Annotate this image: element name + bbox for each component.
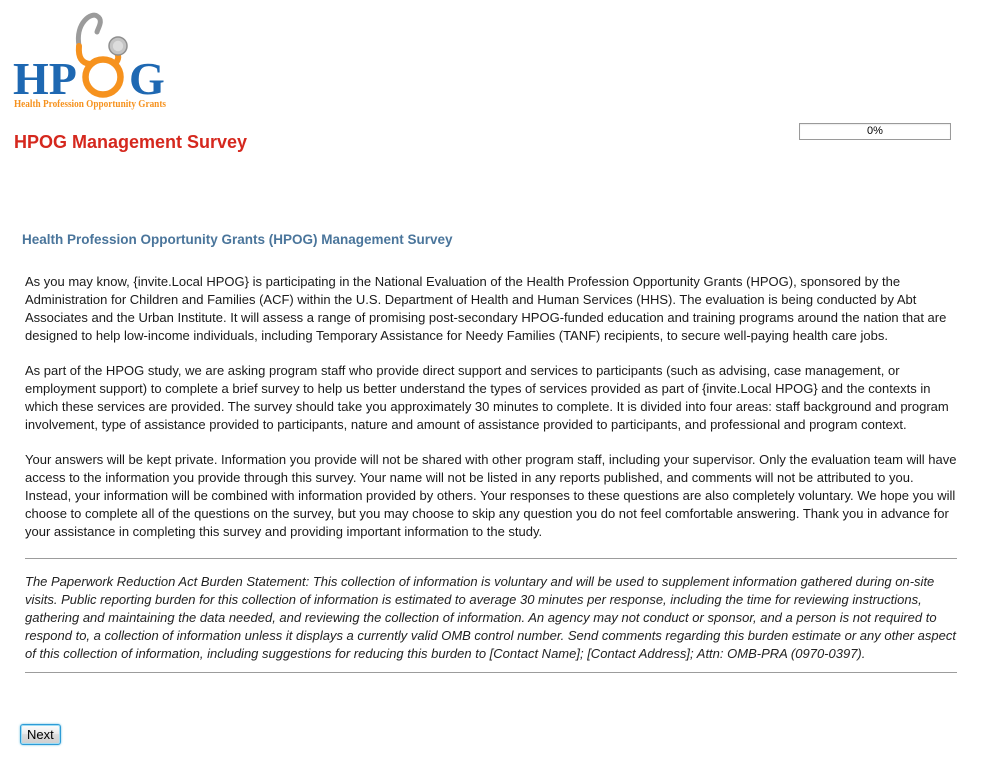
logo-text-g: G — [129, 53, 165, 104]
burden-statement: The Paperwork Reduction Act Burden Statement: This collection of information is voluntary and will be used to supplement information gathered during on-site visits. Public reporting burden for this collection of information is estimated to average 30 minutes per response, including the time for reviewing instructions, gathering and maintaining the data needed, and reviewing the collection of information. An agency may not conduct or sponsor, and a person is not required to respond to, a collection of information unless it displays a currently valid OMB control number. Send comments regarding this burden estimate or any other aspect of this collection of information, including suggestions for reducing this burden to [Contact Name]; [Contact Address]; Attn: OMB-PRA (0970-0397). — [25, 574, 956, 661]
page-title: HPOG Management Survey — [14, 132, 248, 152]
progress-label: 0% — [867, 125, 883, 137]
survey-content — [22, 232, 957, 673]
survey-heading: Health Profession Opportunity Grants (HPOG) Management Survey — [22, 232, 453, 247]
next-button[interactable]: Next — [20, 724, 61, 745]
hpog-logo — [12, 6, 187, 110]
intro-paragraph-1: As you may know, {invite.Local HPOG} is participating in the National Evaluation of the Health Profession Opportunity Grants (HPOG), sponsored by the Administration for Children and Families (ACF) within the U.S. Department of Health and Human Services (HHS). The evaluation is being conducted by Abt Associates and the Urban Institute. It will assess a range of promising post-secondary HPOG-funded education and training programs around the nation that are designed to help low-income individuals, including Temporary Assistance for Needy Families (TANF) recipients, to secure well-paying health care jobs. — [25, 274, 947, 343]
intro-paragraph-2: As part of the HPOG study, we are asking program staff who provide direct support and services to participants (such as advising, case management, or employment support) to complete a brief survey to help us better understand the types of services provided as part of {invite.Local HPOG} and the contexts in which these services are provided. The survey should take you approximately 30 minutes to complete. It is divided into four areas: staff background and program involvement, type of assistance provided to participants, nature and amount of assistance provided to participants, and professional and program context. — [25, 363, 949, 432]
divider-bottom — [25, 672, 957, 673]
divider-top — [25, 558, 957, 559]
logo-text-hp: HP — [13, 53, 77, 104]
intro-paragraph-3: Your answers will be kept private. Information you provide will not be shared with other program staff, including your supervisor. Only the evaluation team will have access to the information you provide through this survey. Your name will not be listed in any reports published, and comments will not be attributed to you. Instead, your information will be combined with information provided by others. Your responses to these questions are also completely voluntary. We hope you will choose to complete all of the questions on the survey, but you may choose to skip any question you do not feel comfortable answering. Thank you in advance for your assistance in completing this survey and providing important information to the study. — [25, 452, 957, 539]
logo-tagline: Health Profession Opportunity Grants — [14, 99, 166, 110]
progress-bar — [799, 123, 951, 140]
stethoscope-icon — [78, 15, 127, 94]
